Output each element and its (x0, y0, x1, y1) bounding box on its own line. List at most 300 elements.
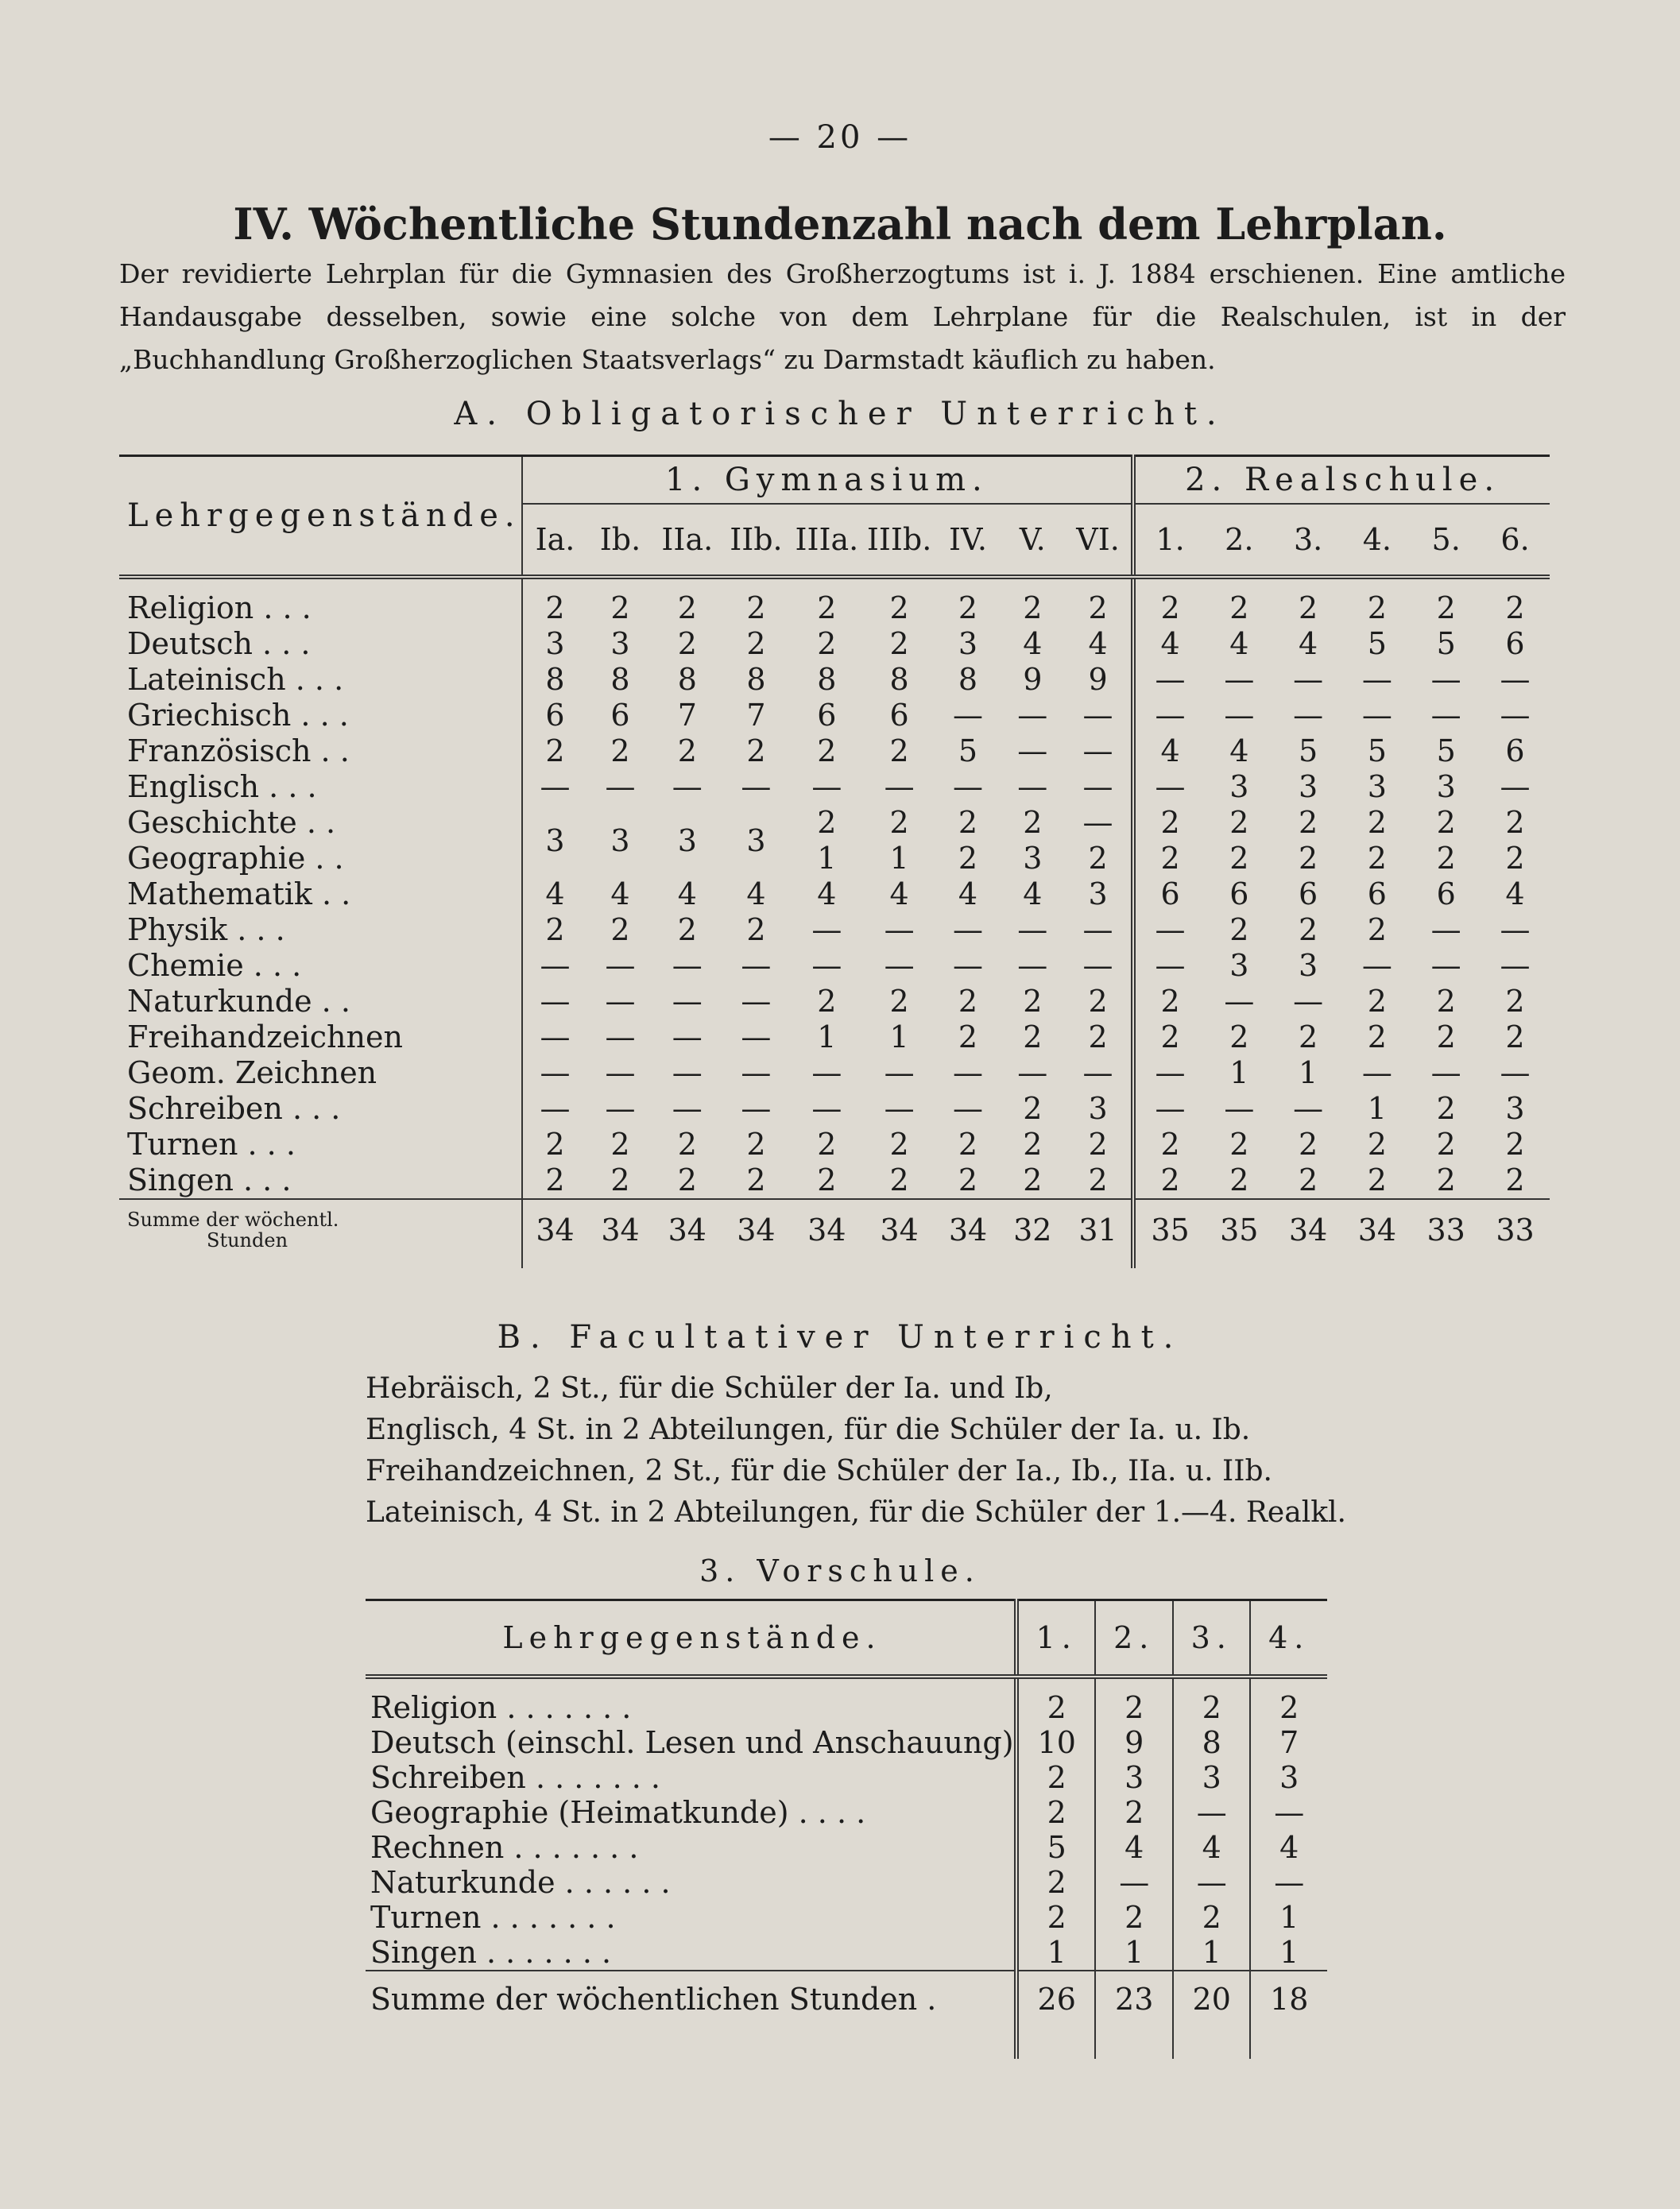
hours-cell: 2 (1023, 984, 1043, 1019)
hours-cell: — (884, 1091, 915, 1126)
hours-cell: 2 (1505, 984, 1525, 1019)
spacer-cell (653, 1260, 722, 1268)
hours-cell: 2 (1436, 1127, 1456, 1162)
hours-cell: — (522, 948, 588, 984)
hours-cell: 2 (1367, 1163, 1387, 1197)
hours-cell: — (952, 1055, 983, 1090)
vorschule-sum-row (366, 1971, 1327, 2027)
spacer-cell (1411, 1260, 1481, 1268)
facultative-line: Freihandzeichnen, 2 St., für die Schüler der Ia., Ib., IIa. u. IIb. (366, 1455, 1272, 1487)
vorschule-sum-label: Summe der wöchentlichen Stunden . (366, 1971, 1016, 2027)
hours-cell: 8 (610, 662, 630, 697)
hours-cell: — (741, 1019, 772, 1054)
hours-cell: 2 (677, 912, 697, 947)
table-row (119, 948, 1550, 984)
hours-cell: 5 (1367, 733, 1387, 768)
facultative-line: Hebräisch, 2 St., für die Schüler der Ia. und Ib, (366, 1372, 1053, 1405)
vorschule-hours-cell: 3 (1173, 1760, 1251, 1795)
vorschule-column-header: 2. (1095, 1600, 1173, 1677)
hours-cell: — (1430, 698, 1461, 733)
hours-cell: 2 (1023, 1127, 1043, 1162)
vorschule-column-header: 3. (1173, 1600, 1251, 1677)
hours-cell: 2 (677, 1127, 697, 1162)
table-row (119, 1127, 1550, 1163)
hours-cell: 4 (1133, 626, 1205, 662)
hours-cell: 7 (677, 698, 697, 733)
spacer-cell (1133, 577, 1205, 590)
hours-cell: 2 (1505, 1019, 1525, 1054)
hours-cell: 2 (1229, 1019, 1249, 1054)
hours-cell: 3 (1505, 1091, 1525, 1126)
hours-cell: — (1082, 912, 1113, 947)
spacer-cell (1016, 1677, 1096, 1690)
vorschule-row (366, 1725, 1327, 1760)
subject-label: Naturkunde . . (127, 984, 350, 1019)
vorschule-hours-cell: 2 (1173, 1900, 1251, 1935)
hours-cell: 6 (610, 698, 630, 733)
hours-cell: 2 (1299, 1163, 1318, 1197)
hours-cell: 8 (817, 662, 837, 697)
hours-cell: — (1293, 1091, 1324, 1126)
section-heading: IV. Wöchentliche Stundenzahl nach dem Lehrplan. (233, 199, 1447, 250)
hours-cell: — (1430, 662, 1461, 697)
hours-cell: 2 (1229, 912, 1249, 947)
hours-cell: 2 (1436, 1091, 1456, 1126)
hours-cell: 8 (677, 662, 697, 697)
vorschule-row (366, 1935, 1327, 1971)
hours-cell: — (741, 769, 772, 804)
spacer-cell (366, 1677, 1016, 1690)
vorschule-hours-cell: 3 (1095, 1760, 1173, 1795)
sum-cell: 34 (722, 1199, 791, 1260)
hours-cell: — (1293, 984, 1324, 1019)
vorschule-hours-cell: 2 (1095, 1795, 1173, 1830)
spacer-cell (119, 577, 522, 590)
hours-cell: 3 (1088, 876, 1108, 911)
hours-cell: 2 (746, 1127, 766, 1162)
spacer-cell (1205, 577, 1274, 590)
vorschule-hours-cell: 5 (1016, 1830, 1096, 1865)
hours-cell: 6 (1299, 876, 1318, 911)
hours-cell: — (811, 1055, 842, 1090)
table-row (119, 626, 1550, 662)
subject-label: Lateinisch . . . (127, 662, 344, 697)
hours-cell: — (1500, 948, 1531, 983)
column-header: 3. (1274, 504, 1343, 577)
hours-cell: 2 (1229, 805, 1249, 840)
hours-cell: 2 (1436, 590, 1456, 625)
hours-cell: — (952, 948, 983, 983)
vorschule-hours-cell: 2 (1016, 1795, 1096, 1830)
hours-cell: 2 (1505, 841, 1525, 876)
hours-cell: — (1082, 1055, 1113, 1090)
spacer-cell (863, 577, 936, 590)
table-row (119, 984, 1550, 1019)
hours-cell: 2 (677, 590, 697, 625)
hours-cell: — (605, 948, 636, 983)
hours-cell: 4 (1088, 626, 1108, 661)
hours-cell: — (672, 1055, 703, 1090)
sum-row (119, 1199, 1550, 1260)
hours-cell: — (1500, 912, 1531, 947)
hours-cell: 2 (817, 590, 837, 625)
table-row (119, 662, 1550, 698)
section-b-title: B. Facultativer Unterricht. (497, 1319, 1183, 1356)
hours-cell: 2 (1299, 912, 1318, 947)
hours-cell: 2 (1133, 1019, 1205, 1055)
subject-label: Freihandzeichnen (127, 1019, 403, 1054)
hours-cell: 9 (1088, 662, 1108, 697)
hours-cell: — (884, 769, 915, 804)
hours-cell: — (1500, 1055, 1531, 1090)
hours-cell: 4 (522, 876, 588, 912)
table-row (119, 1091, 1550, 1127)
spacer-cell (1095, 1677, 1173, 1690)
table-row (119, 805, 1550, 841)
hours-cell: 1 (889, 841, 909, 876)
hours-cell: 2 (1088, 1127, 1108, 1162)
hours-cell: — (1017, 733, 1048, 768)
hours-cell: — (522, 769, 588, 805)
vorschule-sum-cell: 20 (1173, 1971, 1251, 2027)
column-header: 6. (1481, 504, 1550, 577)
spacer-cell (722, 577, 791, 590)
vorschule-row (366, 1865, 1327, 1900)
spacer-cell (791, 577, 863, 590)
spacer-cell (1065, 1260, 1133, 1268)
table-row (119, 841, 1550, 876)
hours-cell: 4 (1023, 626, 1043, 661)
hours-cell: 4 (889, 876, 909, 911)
hours-cell: — (672, 948, 703, 983)
hours-cell: — (1430, 1055, 1461, 1090)
hours-cell: — (1017, 948, 1048, 983)
subject-label: Französisch . . (127, 733, 350, 768)
vorschule-hours-cell: 2 (1095, 1900, 1173, 1935)
hours-cell: 2 (1229, 1127, 1249, 1162)
vorschule-row (366, 1830, 1327, 1865)
hours-cell: — (672, 1019, 703, 1054)
hours-cell: 3 (610, 626, 630, 661)
spacer-cell (1001, 577, 1065, 590)
hours-cell: — (884, 912, 915, 947)
spacer-row (366, 2027, 1327, 2059)
hours-cell: 2 (522, 1163, 588, 1199)
hours-cell: 2 (958, 1019, 978, 1054)
table-row (119, 733, 1550, 769)
sum-cell: 34 (1274, 1199, 1343, 1260)
hours-cell: — (1361, 698, 1392, 733)
subject-label: Geschichte . . (127, 805, 336, 840)
hours-cell: 2 (1088, 841, 1108, 876)
hours-cell: 3 (1367, 769, 1387, 804)
hours-cell: 2 (817, 1163, 837, 1197)
subject-label: Chemie . . . (127, 948, 302, 983)
hours-cell: — (1017, 1055, 1048, 1090)
sum-cell: 32 (1001, 1199, 1065, 1260)
hours-cell: 3 (1088, 1091, 1108, 1126)
hours-cell: 5 (1436, 626, 1456, 661)
hours-cell: 2 (958, 1163, 978, 1197)
hours-cell: 2 (1367, 590, 1387, 625)
hours-cell: 2 (1436, 841, 1456, 876)
sum-cell: 33 (1411, 1199, 1481, 1260)
vorschule-hours-cell: — (1250, 1795, 1327, 1830)
hours-cell: — (672, 769, 703, 804)
sum-label-line: Summe der wöchentl. (127, 1209, 339, 1231)
column-header: IIIb. (863, 504, 936, 577)
vorschule-sum-cell: 23 (1095, 1971, 1173, 2027)
hours-cell: — (1293, 698, 1324, 733)
hours-cell: — (522, 1055, 588, 1091)
hours-cell: 2 (677, 733, 697, 768)
hours-cell: 1 (1299, 1055, 1318, 1090)
hours-cell: 2 (1367, 1127, 1387, 1162)
hours-cell: 2 (889, 805, 909, 840)
vorschule-hours-cell: 1 (1095, 1935, 1173, 1971)
hours-cell: — (1133, 1055, 1205, 1091)
table-row (119, 876, 1550, 912)
hours-cell: 8 (522, 662, 588, 698)
subject-label: Turnen . . . (127, 1127, 296, 1162)
hours-cell: — (952, 698, 983, 733)
hours-cell: — (884, 1055, 915, 1090)
sum-cell: 35 (1205, 1199, 1274, 1260)
intro-paragraph: Der revidierte Lehrplan für die Gymnasien des Großherzogtums ist i. J. 1884 erschienen. Eine amtliche Handausgabe desselben, sowie eine solche von dem Lehrplane für die Realschulen, ist in der „Buchhandlung Großherzoglichen Staatsverlags“ zu Darmstadt käuflich zu haben. (119, 258, 1566, 375)
hours-cell: 2 (677, 1163, 697, 1197)
vorschule-hours-cell: 1 (1173, 1935, 1251, 1971)
hours-cell: 3 (522, 805, 588, 876)
sum-cell: 35 (1133, 1199, 1205, 1260)
hours-cell: — (811, 769, 842, 804)
hours-cell: — (522, 984, 588, 1019)
vorschule-hours-cell: 2 (1016, 1865, 1096, 1900)
hours-cell: 6 (1229, 876, 1249, 911)
subject-label: Griechisch . . . (127, 698, 349, 733)
hours-cell: 6 (817, 698, 837, 733)
hours-cell: — (605, 1019, 636, 1054)
hours-cell: — (605, 1091, 636, 1126)
hours-cell: 2 (958, 984, 978, 1019)
vorschule-sum-cell: 18 (1250, 1971, 1327, 2027)
spacer-cell (1173, 1677, 1251, 1690)
spacer-cell (1481, 1260, 1550, 1268)
hours-cell: 6 (1133, 876, 1205, 912)
vorschule-row (366, 1760, 1327, 1795)
hours-cell: 4 (1133, 733, 1205, 769)
vorschule-row (366, 1795, 1327, 1830)
hours-cell: 2 (1367, 805, 1387, 840)
hours-cell: — (1133, 1091, 1205, 1127)
hours-cell: 3 (746, 822, 766, 858)
hours-cell: 2 (610, 590, 630, 625)
hours-cell: 3 (610, 822, 630, 858)
vorschule-hours-cell: 10 (1016, 1725, 1096, 1760)
hours-cell: 6 (1436, 876, 1456, 911)
subject-label: Geom. Zeichnen (127, 1055, 377, 1090)
hours-cell: 2 (1299, 590, 1318, 625)
hours-cell: 3 (958, 626, 978, 661)
hours-cell: 2 (1436, 805, 1456, 840)
spacer-cell (791, 1260, 863, 1268)
spacer-row (366, 1677, 1327, 1690)
vorschule-sum-cell: 26 (1016, 1971, 1096, 2027)
spacer-cell (863, 1260, 936, 1268)
subject-label: Geographie . . (127, 841, 344, 876)
spacer-cell (366, 2027, 1016, 2059)
hours-cell: — (672, 1091, 703, 1126)
hours-cell: 5 (958, 733, 978, 768)
hours-cell: — (1500, 662, 1531, 697)
vorschule-hours-cell: 1 (1250, 1935, 1327, 1971)
hours-cell: — (1017, 698, 1048, 733)
facultative-line: Englisch, 4 St. in 2 Abteilungen, für die Schüler der Ia. u. Ib. (366, 1414, 1251, 1446)
hours-cell: 2 (1133, 984, 1205, 1019)
hours-cell: 2 (889, 626, 909, 661)
hours-cell: — (1430, 948, 1461, 983)
spacer-cell (1274, 1260, 1343, 1268)
hours-cell: 2 (1088, 984, 1108, 1019)
hours-cell: 3 (677, 822, 697, 858)
hours-cell: 2 (1229, 1163, 1249, 1197)
hours-cell: 2 (889, 1163, 909, 1197)
hours-cell: — (672, 984, 703, 1019)
hours-cell: — (952, 769, 983, 804)
hours-cell: — (1224, 662, 1255, 697)
hours-cell: — (1133, 769, 1205, 805)
sum-cell: 34 (587, 1199, 652, 1260)
hours-cell: 4 (1229, 626, 1249, 661)
hours-cell: 4 (610, 876, 630, 911)
hours-cell: 2 (1088, 590, 1108, 625)
hours-cell: 2 (1367, 912, 1387, 947)
hours-cell: 2 (1299, 1127, 1318, 1162)
hours-cell: 2 (1299, 1019, 1318, 1054)
hours-cell: 4 (677, 876, 697, 911)
hours-cell: 3 (1023, 841, 1043, 876)
vorschule-row (366, 1900, 1327, 1935)
hours-cell: — (1293, 662, 1324, 697)
hours-cell: — (741, 948, 772, 983)
column-header: VI. (1065, 504, 1133, 577)
hours-cell: — (1082, 698, 1113, 733)
vorschule-hours-cell: 2 (1016, 1900, 1096, 1935)
hours-cell: 2 (817, 984, 837, 1019)
hours-cell: 2 (889, 1127, 909, 1162)
table-row (119, 912, 1550, 948)
hours-cell: 6 (1505, 733, 1525, 768)
spacer-cell (1250, 1677, 1327, 1690)
hours-cell: — (811, 1091, 842, 1126)
column-header: IV. (935, 504, 1000, 577)
hours-cell: 2 (746, 1163, 766, 1197)
vorschule-hours-cell: 2 (1173, 1690, 1251, 1725)
spacer-cell (1065, 577, 1133, 590)
vorschule-hours-cell: 7 (1250, 1725, 1327, 1760)
vorschule-subject-label: Schreiben . . . . . . . (370, 1760, 660, 1795)
hours-cell: 1 (1367, 1091, 1387, 1126)
spacer-cell (935, 577, 1000, 590)
hours-cell: 2 (1133, 805, 1205, 841)
hours-cell: — (605, 1055, 636, 1090)
hours-cell: 3 (1299, 948, 1318, 983)
hours-cell: 1 (1229, 1055, 1249, 1090)
hours-cell: 2 (1367, 1019, 1387, 1054)
vorschule-subject-label: Geographie (Heimatkunde) . . . . (370, 1795, 866, 1830)
vorschule-hours-cell: 2 (1095, 1690, 1173, 1725)
sum-cell: 34 (863, 1199, 936, 1260)
hours-cell: — (1224, 698, 1255, 733)
group-header-realschule: 2. Realschule. (1133, 456, 1550, 505)
hours-cell: 2 (817, 626, 837, 661)
sum-cell: 33 (1481, 1199, 1550, 1260)
hours-cell: 2 (1023, 805, 1043, 840)
hours-cell: 2 (610, 1127, 630, 1162)
hours-cell: 3 (1229, 948, 1249, 983)
hours-cell: 2 (889, 590, 909, 625)
hours-cell: — (741, 1055, 772, 1090)
hours-cell: 7 (746, 698, 766, 733)
sum-cell: 34 (1342, 1199, 1411, 1260)
hours-cell: — (1500, 769, 1531, 804)
spacer-cell (1342, 577, 1411, 590)
hours-cell: 2 (1367, 984, 1387, 1019)
hours-cell: 2 (1436, 984, 1456, 1019)
hours-cell: — (605, 984, 636, 1019)
hours-cell: 4 (746, 876, 766, 911)
hours-cell: 2 (958, 590, 978, 625)
spacer-cell (1481, 577, 1550, 590)
hours-cell: 2 (677, 626, 697, 661)
hours-cell: 2 (817, 733, 837, 768)
page-number: — 20 — (768, 119, 912, 156)
hours-cell: — (884, 948, 915, 983)
hours-cell: 2 (1088, 1163, 1108, 1197)
vorschule-hours-cell: 4 (1095, 1830, 1173, 1865)
hours-cell: 2 (1023, 590, 1043, 625)
column-header: IIIa. (791, 504, 863, 577)
sum-cell: 34 (935, 1199, 1000, 1260)
hours-cell: — (1082, 769, 1113, 804)
hours-cell: 2 (746, 626, 766, 661)
sum-cell: 34 (653, 1199, 722, 1260)
vorschule-hours-cell: 4 (1173, 1830, 1251, 1865)
vorschule-title: 3. Vorschule. (699, 1553, 981, 1588)
hours-cell: — (952, 912, 983, 947)
group-header-gymnasium: 1. Gymnasium. (522, 456, 1134, 505)
hours-cell: 4 (1505, 876, 1525, 911)
hours-cell: — (1133, 698, 1205, 733)
vorschule-subject-label: Naturkunde . . . . . . (370, 1865, 671, 1900)
hours-cell: 2 (746, 590, 766, 625)
vorschule-column-header: 1. (1016, 1600, 1096, 1677)
hours-cell: 2 (958, 805, 978, 840)
vorschule-hours-table (366, 1599, 1327, 2059)
hours-cell: 2 (1133, 1127, 1205, 1163)
vorschule-hours-cell: — (1173, 1795, 1251, 1830)
spacer-cell (1133, 1260, 1205, 1268)
hours-cell: — (1133, 948, 1205, 984)
hours-cell: 2 (958, 841, 978, 876)
hours-cell: 2 (1299, 841, 1318, 876)
subject-label: Deutsch . . . (127, 626, 311, 661)
hours-cell: 4 (1299, 626, 1318, 661)
hours-cell: 2 (958, 1127, 978, 1162)
facultative-list (366, 1368, 1346, 1534)
spacer-cell (1205, 1260, 1274, 1268)
spacer-cell (1095, 2027, 1173, 2059)
hours-cell: 8 (746, 662, 766, 697)
